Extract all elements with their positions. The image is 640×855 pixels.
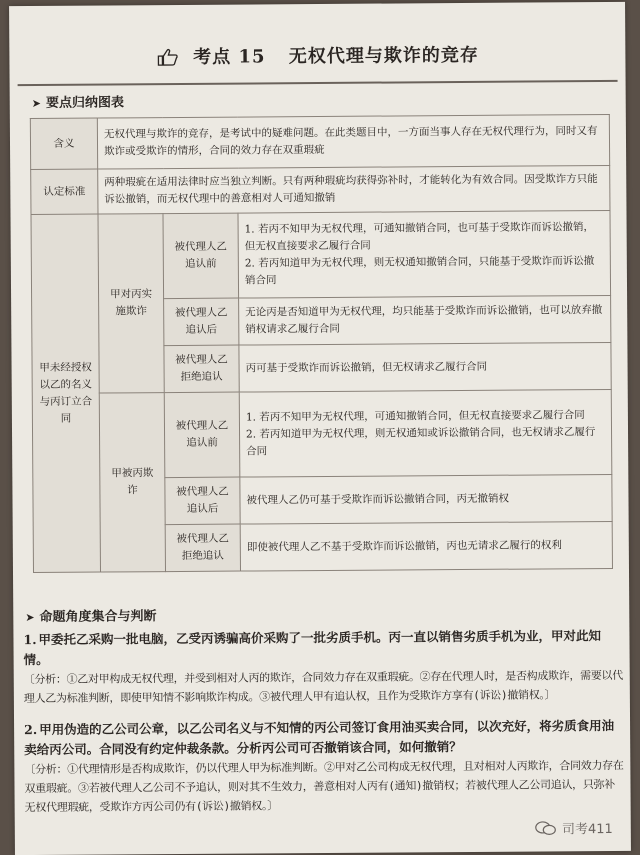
thumbs-up-icon bbox=[156, 48, 180, 66]
list-item: 2. 若丙知道甲为无权代理，则无权通知撤销合同，只能基于受欺诈而诉讼撤销合同 bbox=[244, 255, 595, 287]
table-row bbox=[31, 210, 611, 299]
wechat-icon bbox=[535, 820, 557, 836]
book-page bbox=[9, 2, 631, 855]
table-row bbox=[31, 165, 610, 214]
watermark bbox=[535, 818, 613, 838]
topic-name: 无权代理与欺诈的竞存 bbox=[288, 44, 479, 68]
row-text bbox=[239, 389, 612, 477]
question-number: 1. bbox=[23, 631, 37, 648]
table-row bbox=[32, 389, 612, 478]
header-rule bbox=[18, 80, 618, 86]
question-stem: 甲用伪造的乙公司公章，以乙公司名义与不知情的丙公司签订食用油买卖合同，以次充好，将劣质食用油卖给丙公司。合同没有约定仲裁条款。分析丙公司可否撤销该合同，如何撤销？ bbox=[24, 717, 615, 758]
list-item: 1. 若丙不知甲为无权代理，可通知撤销合同，也可基于受欺诈而诉讼撤销，但无权直接要求乙履行合同 bbox=[244, 221, 595, 253]
question-analysis: 〔分析：①代理情形是否构成欺诈，仍以代理人甲为标准判断。②甲对乙公司构成无权代理，且对相对人丙欺诈，合同效力存在双重瑕疵。③若被代理人乙公司不予追认，则对其不生效力，善意相对人丙有(通知)撤销权；若被代理人乙公司追认，只弥补无权代理瑕疵，受欺诈方丙公司仍有(诉讼)撤销权。〕 bbox=[24, 758, 624, 815]
list-item: 2. 若丙知道甲为无权代理，则无权通知或诉讼撤销合同，也无权请求乙履行合同 bbox=[245, 425, 596, 458]
group-label-b: 甲被丙欺诈 bbox=[99, 393, 165, 572]
arrow-icon: ➤ bbox=[31, 96, 41, 111]
list-item: 1. 若丙不知甲为无权代理，可通知撤销合同，但无权直接要求乙履行合同 bbox=[245, 408, 585, 424]
main-condition-label: 甲未经授权以乙的名义与丙订立合同 bbox=[31, 214, 100, 572]
sub-label: 被代理人乙拒绝追认 bbox=[165, 524, 240, 572]
row-text: 丙可基于受欺诈而诉讼撤销，但无权请求乙履行合同 bbox=[239, 342, 611, 392]
row-text: 两种瑕疵在适用法律时应当独立判断。只有两种瑕疵均获得弥补时，才能转化为有效合同。因受欺诈方只能诉讼撤销，而无权代理中的善意相对人可通知撤销 bbox=[98, 165, 610, 214]
row-text: 无论丙是否知道甲为无权代理，均只能基于受欺诈而诉讼撤销，也可以放弃撤销权请求乙履行合同 bbox=[239, 295, 611, 345]
row-text bbox=[238, 210, 611, 298]
row-text: 无权代理与欺诈的竞存，是考试中的疑难问题。在此类题目中，一方面当事人存在无权代理行为，同时又有欺诈或受欺诈的情形，合同的效力存在双重瑕疵 bbox=[97, 114, 609, 169]
question-analysis: 〔分析：①乙对甲构成无权代理，并受到相对人丙的欺诈，合同效力存在双重瑕疵。②存在代理人时，是否构成欺诈，需要以代理人乙为标准判断，即使甲知情不影响欺诈构成。③被代理人甲有追认权，且作为受欺诈方享有(诉讼)撤销权。〕 bbox=[23, 668, 623, 706]
sub-label: 被代理人乙追认后 bbox=[165, 477, 240, 525]
row-label: 含义 bbox=[30, 118, 97, 169]
watermark-text: 司考411 bbox=[561, 821, 613, 838]
arrow-icon: ➤ bbox=[25, 610, 35, 625]
topic-number: 考点 15 bbox=[193, 46, 266, 68]
topic-title bbox=[9, 40, 625, 70]
sub-label: 被代理人乙追认前 bbox=[164, 392, 240, 478]
sub-label: 被代理人乙追认后 bbox=[164, 298, 239, 346]
section-heading-questions: ➤ 命题角度集合与判断 bbox=[25, 609, 157, 625]
table-row bbox=[30, 114, 609, 169]
question-number: 2. bbox=[24, 721, 38, 738]
question-1 bbox=[23, 626, 624, 708]
group-label-a: 甲对丙实施欺诈 bbox=[98, 214, 164, 393]
sub-label: 被代理人乙拒绝追认 bbox=[164, 345, 239, 393]
question-2 bbox=[24, 716, 625, 817]
sub-label: 被代理人乙追认前 bbox=[163, 213, 239, 299]
row-text: 即使被代理人乙不基于受欺诈而诉讼撤销，丙也无请求乙履行的权利 bbox=[240, 521, 612, 571]
summary-table bbox=[30, 114, 613, 573]
row-text: 被代理人乙仍可基于受欺诈而诉讼撤销合同，丙无撤销权 bbox=[240, 474, 612, 524]
question-stem: 甲委托乙采购一批电脑，乙受丙诱骗高价采购了一批劣质手机。丙一直以销售劣质手机为业，甲对此知情。 bbox=[23, 628, 602, 668]
row-label: 认定标准 bbox=[31, 169, 98, 214]
section-heading-summary: ➤ 要点归纳图表 bbox=[31, 95, 125, 111]
